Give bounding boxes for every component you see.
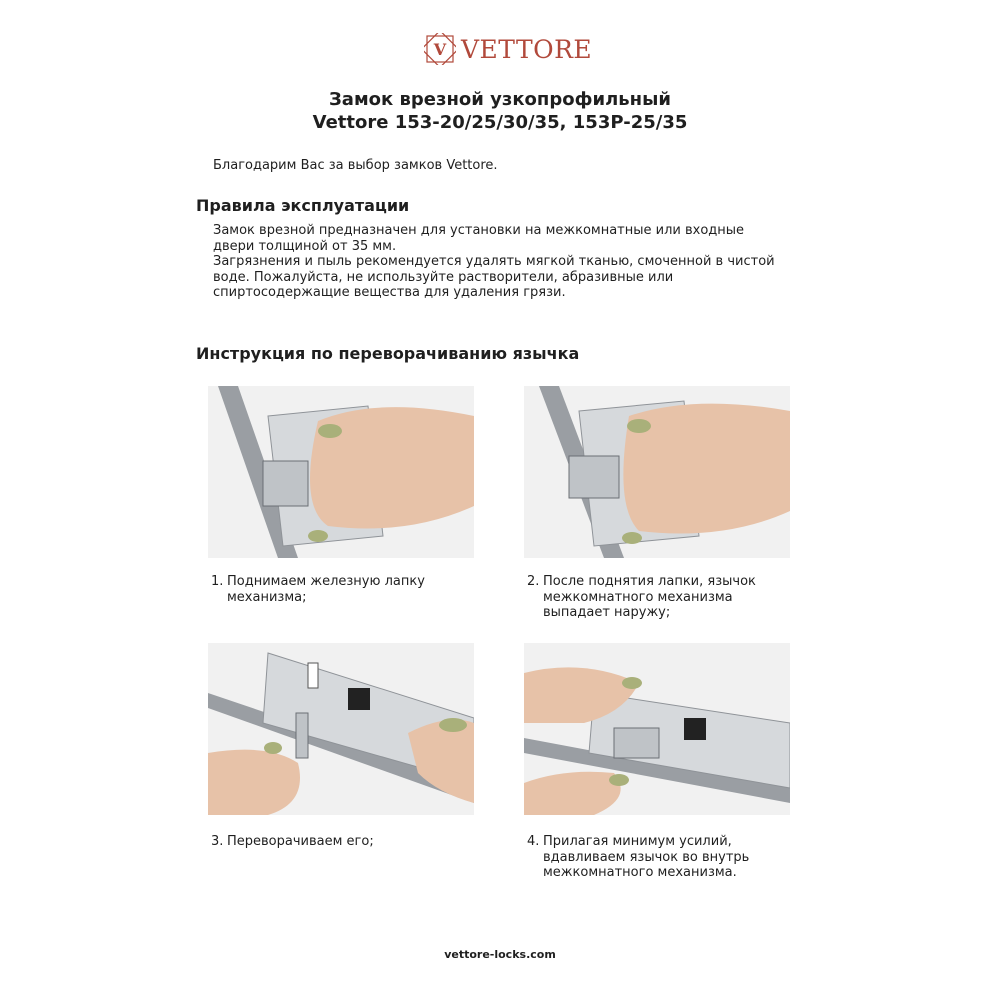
title-line-2: Vettore 153-20/25/30/35, 153P-25/35 (312, 112, 688, 133)
rules-line: двери толщиной от 35 мм. (213, 238, 397, 254)
rules-line: Загрязнения и пыль рекомендуется удалять мягкой тканью, смоченной в чистой (213, 254, 775, 269)
instructions-heading: Инструкция по переворачиванию язычка (196, 344, 580, 363)
logo-emblem-icon (424, 33, 456, 65)
step-text-line: После поднятия лапки, язычок (543, 574, 756, 589)
step-text-line: механизма; (227, 589, 307, 605)
footer-url: vettore-locks.com (444, 948, 556, 961)
title-line-1: Замок врезной узкопрофильный (329, 89, 671, 110)
thanks-text: Благодарим Вас за выбор замков Vettore. (213, 158, 498, 173)
step-text-line: межкомнатного механизма. (543, 865, 737, 880)
step-text-line: межкомнатного механизма (543, 589, 733, 605)
step-text-line: вдавливаем язычок во внутрь (543, 849, 750, 865)
rules-line: воде. Пожалуйста, не используйте растворители, абразивные или (213, 269, 674, 285)
step-3-photo (208, 643, 474, 815)
rules-line: Замок врезной предназначен для установки на межкомнатные или входные (213, 223, 745, 238)
rules-line: спиртосодержащие вещества для удаления грязи. (213, 285, 566, 300)
step-number: 1. (211, 574, 224, 589)
rules-body (213, 223, 793, 301)
rules-heading: Правила эксплуатации (196, 196, 410, 215)
step-text-line: выпадает наружу; (543, 605, 671, 620)
step-4-photo (524, 643, 790, 815)
step-2-photo (524, 386, 790, 558)
step-number: 4. (527, 834, 540, 849)
step-number: 2. (527, 574, 540, 589)
brand-logo (424, 33, 593, 69)
step-text-line: Переворачиваем его; (227, 834, 374, 849)
step-text-line: Прилагая минимум усилий, (543, 834, 732, 849)
step-text-line: Поднимаем железную лапку (227, 574, 425, 589)
step-1-photo (208, 386, 474, 558)
page-title (250, 88, 750, 134)
step-number: 3. (211, 834, 224, 849)
brand-name: VETTORE (461, 35, 593, 64)
logo-mark-letter: V (433, 40, 447, 59)
